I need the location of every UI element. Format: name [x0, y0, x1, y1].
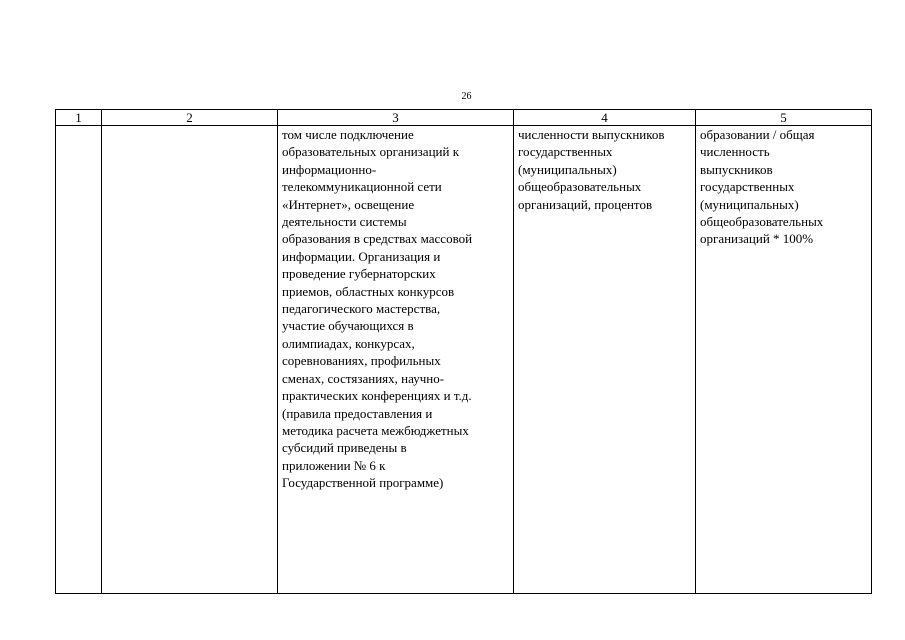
- text-line: численности выпускников: [518, 127, 665, 142]
- cell-col1: [56, 126, 102, 594]
- text-line: проведение губернаторских: [282, 266, 436, 282]
- header-row: [56, 110, 872, 126]
- text-line: сменах, состязаниях, научно-: [282, 370, 445, 386]
- text-line: участие обучающихся в: [282, 318, 414, 334]
- text-line: образовательных организаций к: [282, 144, 460, 160]
- text-line: государственных: [700, 179, 795, 195]
- cell-col2: [102, 126, 278, 594]
- page-number: 26: [461, 91, 472, 102]
- column-header: 5: [696, 110, 872, 126]
- text-line: практических конференциях и т.д.: [282, 388, 472, 404]
- text-line: педагогического мастерства,: [282, 301, 441, 317]
- text-line: общеобразовательных: [518, 179, 642, 195]
- text-line: численность: [700, 144, 770, 160]
- text-line: деятельности системы: [282, 214, 407, 230]
- text-line: приложении № 6 к: [282, 457, 386, 473]
- text-line: информации. Организация и: [282, 248, 441, 264]
- text-line: общеобразовательных: [700, 214, 824, 230]
- text-line: «Интернет», освещение: [282, 196, 415, 212]
- text-line: (правила предоставления и: [282, 405, 433, 421]
- column-header: 4: [514, 110, 696, 126]
- column-header: 2: [102, 110, 278, 126]
- cell-col3: [278, 126, 514, 594]
- text-line: субсидий приведены в: [282, 440, 407, 456]
- text-line: телекоммуникационной сети: [282, 179, 442, 195]
- text-line: организаций, процентов: [518, 196, 653, 212]
- text-line: олимпиадах, конкурсах,: [282, 335, 415, 351]
- text-line: Государственной программе): [282, 475, 444, 491]
- text-line: выпускников: [700, 161, 773, 177]
- column-header: 3: [278, 110, 514, 126]
- text-line: организаций * 100%: [700, 231, 814, 247]
- data-table: [55, 109, 872, 594]
- cell-col5: [696, 126, 872, 594]
- column-header: 1: [56, 110, 102, 126]
- text-line: методика расчета межбюджетных: [282, 422, 469, 438]
- text-line: образовании / общая: [700, 127, 815, 142]
- text-line: том числе подключение: [282, 127, 414, 142]
- text-line: образования в средствах массовой: [282, 231, 473, 247]
- text-line: (муниципальных): [518, 161, 617, 177]
- text-line: информационно-: [282, 161, 377, 177]
- text-line: (муниципальных): [700, 196, 799, 212]
- text-line: государственных: [518, 144, 613, 160]
- text-line: приемов, областных конкурсов: [282, 283, 455, 299]
- table-row: [56, 126, 872, 594]
- cell-col4: [514, 126, 696, 594]
- text-line: соревнованиях, профильных: [282, 353, 441, 369]
